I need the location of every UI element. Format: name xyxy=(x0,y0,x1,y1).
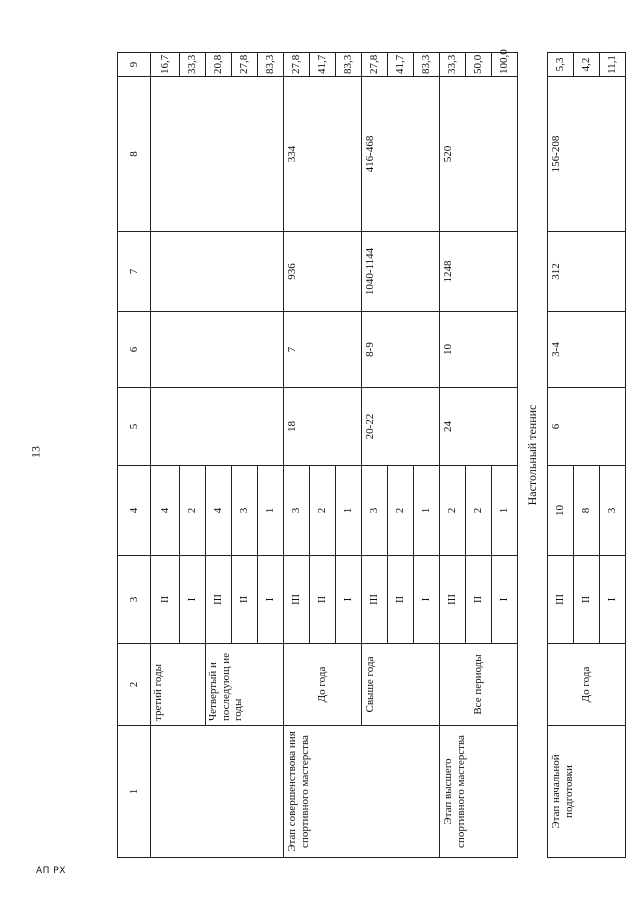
percent-cell: 20,8 xyxy=(206,53,232,77)
count-cell: 4 xyxy=(151,466,180,556)
percent-cell: 5,3 xyxy=(548,53,574,77)
category-cell: I xyxy=(492,556,518,644)
value-cell-8: 334 xyxy=(284,77,362,232)
percent-cell: 41,7 xyxy=(310,53,336,77)
value-cell-6: 3-4 xyxy=(548,312,626,388)
header-cell-6: 6 xyxy=(118,312,151,388)
percent-cell: 83,3 xyxy=(414,53,440,77)
value-cell-7 xyxy=(151,232,284,312)
count-cell: 2 xyxy=(388,466,414,556)
percent-cell: 27,8 xyxy=(284,53,310,77)
value-cell-5 xyxy=(151,388,284,466)
percent-cell: 41,7 xyxy=(388,53,414,77)
year-cell: Все периоды xyxy=(440,644,518,726)
percent-cell: 16,7 xyxy=(151,53,180,77)
header-cell-5: 5 xyxy=(118,388,151,466)
count-cell: 10 xyxy=(548,466,574,556)
stage-cell: Этап начальной подготовки xyxy=(548,726,626,858)
category-cell: III xyxy=(284,556,310,644)
page-number: 13 xyxy=(28,446,43,458)
count-cell: 2 xyxy=(310,466,336,556)
value-cell-6: 8-9 xyxy=(362,312,440,388)
table-row xyxy=(548,53,574,858)
value-cell-6 xyxy=(151,312,284,388)
table-row xyxy=(151,53,180,858)
percent-cell: 33,3 xyxy=(440,53,466,77)
count-cell: 1 xyxy=(258,466,284,556)
category-cell: III xyxy=(440,556,466,644)
header-cell-4: 4 xyxy=(118,466,151,556)
category-cell: II xyxy=(466,556,492,644)
category-cell: II xyxy=(151,556,180,644)
header-row xyxy=(118,53,151,858)
header-cell-8: 8 xyxy=(118,77,151,232)
year-cell: третий годы xyxy=(151,644,206,726)
header-cell-1: 1 xyxy=(118,726,151,858)
category-cell: II xyxy=(574,556,600,644)
value-cell-5: 24 xyxy=(440,388,518,466)
category-cell: III xyxy=(548,556,574,644)
year-cell: Свыше года xyxy=(362,644,440,726)
category-cell: II xyxy=(310,556,336,644)
stage-cell-continued xyxy=(151,726,284,858)
value-cell-6: 10 xyxy=(440,312,518,388)
year-cell: До года xyxy=(548,644,626,726)
category-cell: I xyxy=(180,556,206,644)
value-cell-8: 416-468 xyxy=(362,77,440,232)
stage-cell: Этап высшего спортивного мастерства xyxy=(440,726,518,858)
category-cell: I xyxy=(414,556,440,644)
count-cell: 2 xyxy=(466,466,492,556)
percent-cell: 83,3 xyxy=(336,53,362,77)
value-cell-7: 312 xyxy=(548,232,626,312)
section-row xyxy=(518,53,548,858)
year-cell: До года xyxy=(284,644,362,726)
value-cell-5: 20-22 xyxy=(362,388,440,466)
header-cell-9: 9 xyxy=(118,53,151,77)
value-cell-6: 7 xyxy=(284,312,362,388)
count-cell: 2 xyxy=(180,466,206,556)
value-cell-8: 156-208 xyxy=(548,77,626,232)
count-cell: 8 xyxy=(574,466,600,556)
table-row xyxy=(284,53,310,858)
count-cell: 1 xyxy=(336,466,362,556)
percent-cell: 50,0 xyxy=(466,53,492,77)
section-title: Настольный теннис xyxy=(518,53,548,858)
percent-cell: 11,1 xyxy=(600,53,626,77)
value-cell-7: 1040-1144 xyxy=(362,232,440,312)
training-table xyxy=(117,49,626,858)
category-cell: II xyxy=(388,556,414,644)
category-cell: I xyxy=(258,556,284,644)
count-cell: 3 xyxy=(284,466,310,556)
header-cell-3: 3 xyxy=(118,556,151,644)
count-cell: 3 xyxy=(362,466,388,556)
category-cell: I xyxy=(600,556,626,644)
count-cell: 4 xyxy=(206,466,232,556)
category-cell: III xyxy=(206,556,232,644)
value-cell-5: 18 xyxy=(284,388,362,466)
category-cell: III xyxy=(362,556,388,644)
value-cell-8 xyxy=(151,77,284,232)
value-cell-7: 936 xyxy=(284,232,362,312)
table-row xyxy=(440,53,466,858)
value-cell-8: 520 xyxy=(440,77,518,232)
category-cell: II xyxy=(232,556,258,644)
footer-mark: АП РХ xyxy=(36,866,66,876)
training-table-rotated xyxy=(117,49,619,858)
count-cell: 2 xyxy=(440,466,466,556)
year-cell: Четвертый и последующ ие годы xyxy=(206,644,284,726)
header-cell-2: 2 xyxy=(118,644,151,726)
percent-cell: 33,3 xyxy=(180,53,206,77)
percent-cell: 4,2 xyxy=(574,53,600,77)
percent-cell: 100,0 xyxy=(492,53,518,77)
percent-cell: 83,3 xyxy=(258,53,284,77)
count-cell: 1 xyxy=(414,466,440,556)
header-cell-7: 7 xyxy=(118,232,151,312)
category-cell: I xyxy=(336,556,362,644)
count-cell: 3 xyxy=(600,466,626,556)
count-cell: 1 xyxy=(492,466,518,556)
count-cell: 3 xyxy=(232,466,258,556)
percent-cell: 27,8 xyxy=(362,53,388,77)
value-cell-7: 1248 xyxy=(440,232,518,312)
value-cell-5: 6 xyxy=(548,388,626,466)
stage-cell: Этап совершенствова ния спортивного мастерства xyxy=(284,726,440,858)
percent-cell: 27,8 xyxy=(232,53,258,77)
